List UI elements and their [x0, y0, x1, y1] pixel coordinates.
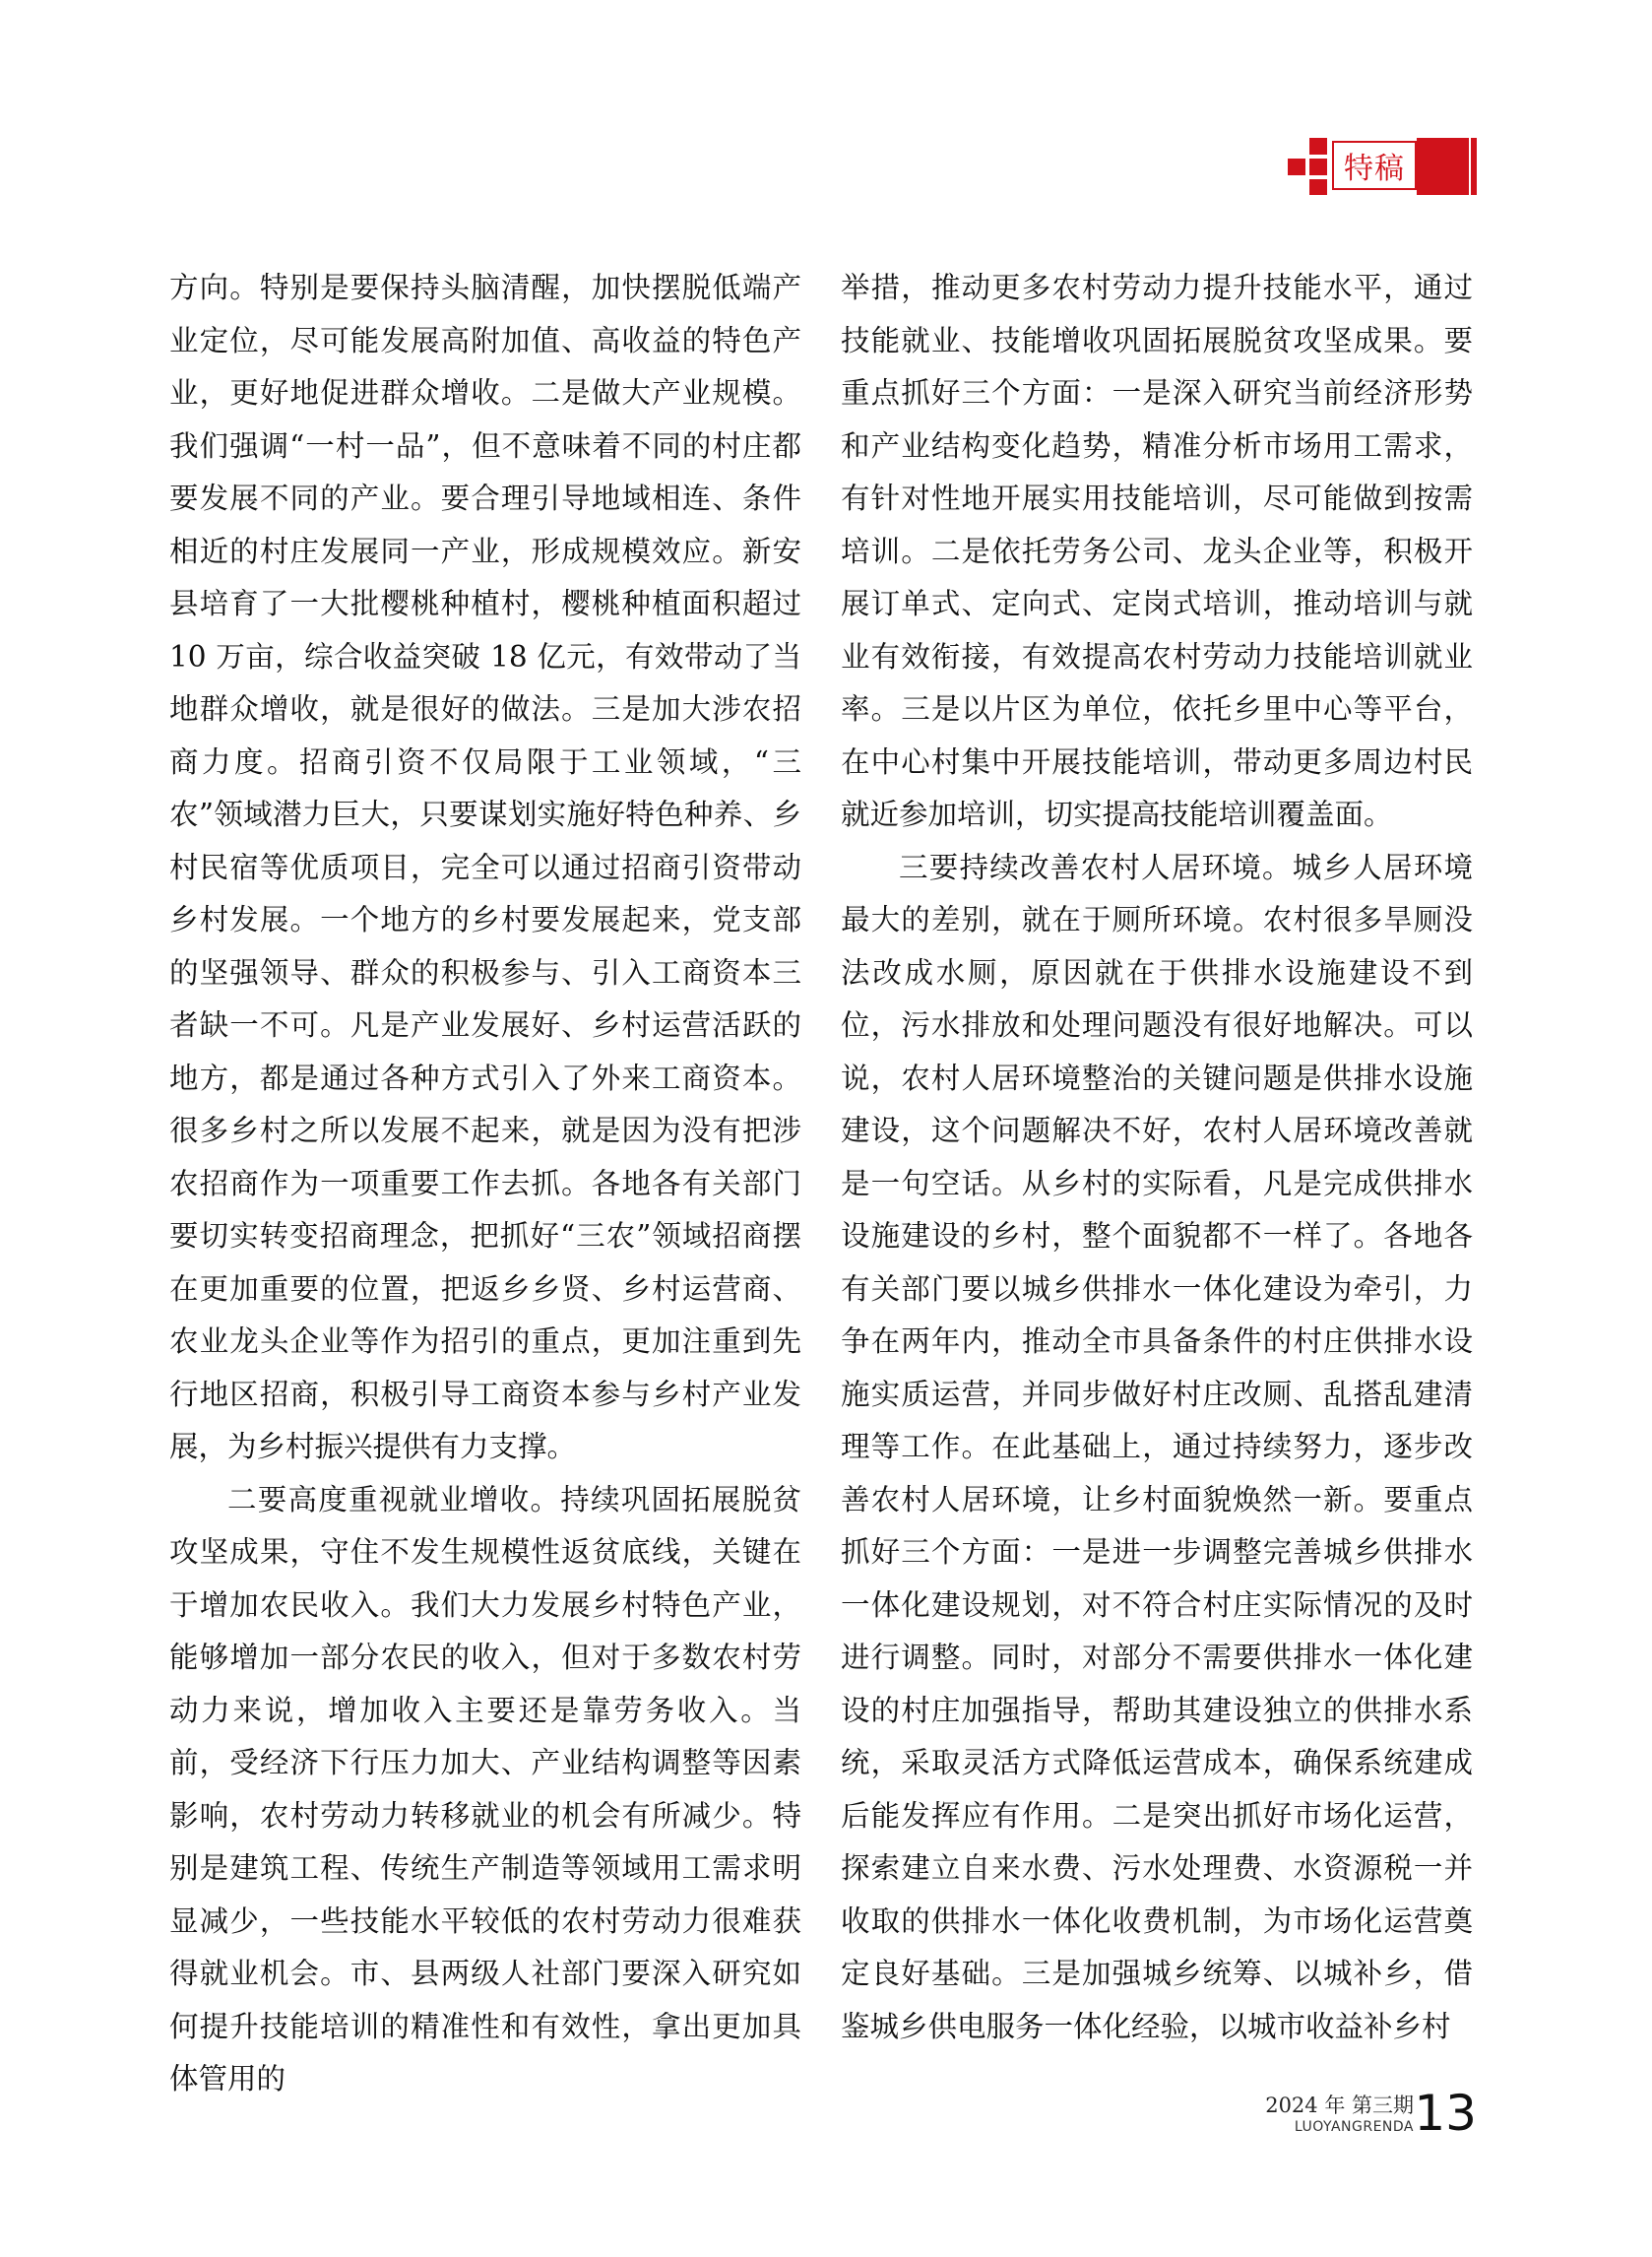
- cross-square-top: [1309, 138, 1327, 155]
- right-paragraph-2: 三要持续改善农村人居环境。城乡人居环境最大的差别，就在于厕所环境。农村很多旱厕没法改成水厕，原因就在于供排水设施建设不到位，污水排放和处理问题没有很好地解决。可以说，农村人居环境整治的关键问题是供排水设施建设，这个问题解决不好，农村人居环境改善就是一句空话。从乡村的实际看，凡是完成供排水设施建设的乡村，整个面貌都不一样了。各地各有关部门要以城乡供排水一体化建设为牵引，力争在两年内，推动全市具备条件的村庄供排水设施实质运营，并同步做好村庄改厕、乱搭乱建清理等工作。在此基础上，通过持续努力，逐步改善农村人居环境，让乡村面貌焕然一新。要重点抓好三个方面：一是进一步调整完善城乡供排水一体化建设规划，对不符合村庄实际情况的及时进行调整。同时，对部分不需要供排水一体化建设的村庄加强指导，帮助其建设独立的供排水系统，采取灵活方式降低运营成本，确保系统建成后能发挥应有作用。二是突出抓好市场化运营，探索建立自来水费、污水处理费、水资源税一并收取的供排水一体化收费机制，为市场化运营奠定良好基础。三是加强城乡统筹、以城补乡，借鉴城乡供电服务一体化经验，以城市收益补乡村: [841, 850, 1473, 2043]
- left-paragraph-1: 方向。特别是要保持头脑清醒，加快摆脱低端产业定位，尽可能发展高附加值、高收益的特色产业，更好地促进群众增收。二是做大产业规模。我们强调“一村一品”，但不意味着不同的村庄都要发展不同的产业。要合理引导地域相连、条件相近的村庄发展同一产业，形成规模效应。新安县培育了一大批樱桃种植村，樱桃种植面积超过 10 万亩，综合收益突破 18 亿元，有效带动了当地群众增收，就是很好的做法。三是加大涉农招商力度。招商引资不仅局限于工业领域，“三农”领域潜力巨大，只要谋划实施好特色种养、乡村民宿等优质项目，完全可以通过招商引资带动乡村发展。一个地方的乡村要发展起来，党支部的坚强领导、群众的积极参与、引入工商资本三者缺一不可。凡是产业发展好、乡村运营活跃的地方，都是通过各种方式引入了外来工商资本。很多乡村之所以发展不起来，就是因为没有把涉农招商作为一项重要工作去抓。各地各有关部门要切实转变招商理念，把抓好“三农”领域招商摆在更加重要的位置，把返乡乡贤、乡村运营商、农业龙头企业等作为招引的重点，更加注重到先行地区招商，积极引导工商资本参与乡村产业发展，为乡村振兴提供有力支撑。: [169, 271, 801, 1463]
- issue-label: 2024 年 第三期: [1265, 2094, 1414, 2117]
- cross-square-center: [1309, 159, 1327, 175]
- left-column: [169, 262, 801, 2106]
- section-label: 特稿: [1344, 152, 1405, 186]
- cross-square-left: [1288, 159, 1305, 175]
- page-number: 13: [1414, 2085, 1477, 2142]
- decorative-red-block: [1417, 138, 1469, 195]
- magazine-name: LUOYANGRENDA: [1294, 2119, 1414, 2135]
- left-paragraph-2: 二要高度重视就业增收。持续巩固拓展脱贫攻坚成果，守住不发生规模性返贫底线，关键在于增加农民收入。我们大力发展乡村特色产业，能够增加一部分农民的收入，但对于多数农村劳动力来说，增加收入主要还是靠劳务收入。当前，受经济下行压力加大、产业结构调整等因素影响，农村劳动力转移就业的机会有所减少。特别是建筑工程、传统生产制造等领域用工需求明显减少，一些技能水平较低的农村劳动力很难获得就业机会。市、县两级人社部门要深入研究如何提升技能培训的精准性和有效性，拿出更加具体管用的: [169, 1482, 801, 2096]
- section-label-box: [1332, 141, 1417, 190]
- page-footer: [1181, 2086, 1477, 2155]
- right-column: [841, 262, 1473, 2053]
- right-paragraph-1: 举措，推动更多农村劳动力提升技能水平，通过技能就业、技能增收巩固拓展脱贫攻坚成果。要重点抓好三个方面：一是深入研究当前经济形势和产业结构变化趋势，精准分析市场用工需求，有针对性地开展实用技能培训，尽可能做到按需培训。二是依托劳务公司、龙头企业等，积极开展订单式、定向式、定岗式培训，推动培训与就业有效衔接，有效提高农村劳动力技能培训就业率。三是以片区为单位，依托乡里中心等平台，在中心村集中开展技能培训，带动更多周边村民就近参加培训，切实提高技能培训覆盖面。: [841, 271, 1473, 831]
- cross-square-bottom: [1309, 179, 1327, 195]
- section-badge: [1288, 138, 1477, 195]
- decorative-red-stripe: [1471, 138, 1477, 195]
